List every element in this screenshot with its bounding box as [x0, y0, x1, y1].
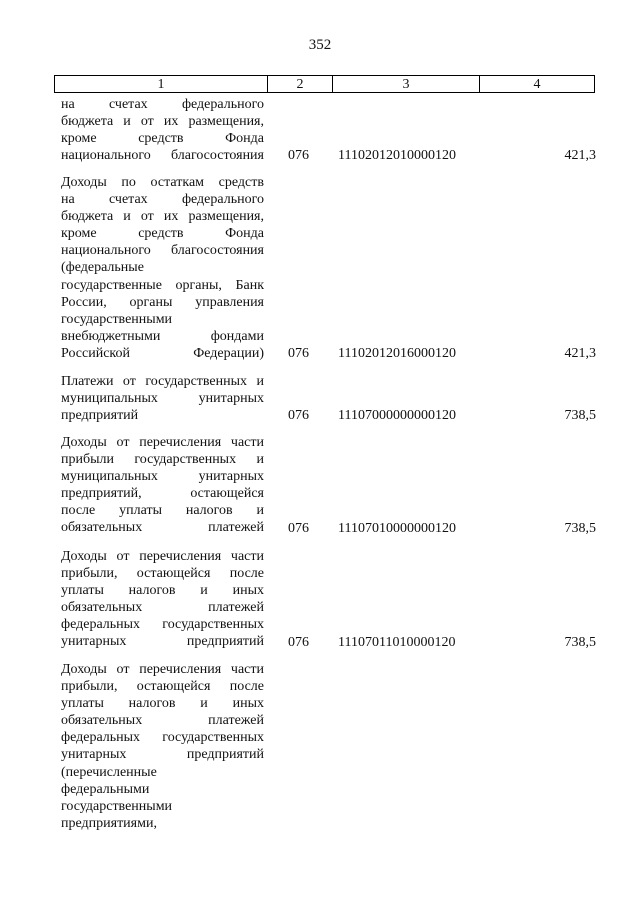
description-line: федеральных государственных	[61, 730, 264, 746]
description-line: кроме средств Фонда	[61, 131, 264, 147]
description-line: бюджета и от их размещения,	[61, 114, 264, 130]
description-line: Доходы от перечисления части	[61, 662, 264, 677]
row-admin-code: 076	[288, 520, 309, 536]
row-amount: 738,5	[564, 408, 596, 424]
description-line: уплаты налогов и иных	[61, 696, 264, 712]
row-description	[61, 548, 264, 651]
description-line: России, органы управления	[61, 294, 264, 310]
row-description	[61, 434, 264, 537]
description-line: предприятиями,	[61, 815, 157, 831]
description-line: унитарных предприятий	[61, 747, 264, 763]
row-admin-code: 076	[288, 346, 309, 361]
row-budget-code: 11107010000000120	[338, 520, 456, 536]
row-admin-code: 076	[288, 148, 309, 164]
row-budget-code: 11107011010000120	[338, 634, 456, 650]
description-line: после уплаты налогов и	[61, 503, 264, 519]
description-line: Доходы от перечисления части	[61, 549, 264, 564]
header-col-4: 4	[533, 77, 541, 92]
row-amount: 738,5	[564, 520, 596, 536]
description-line: (перечисленные	[61, 764, 157, 780]
page-number: 352	[308, 37, 332, 53]
description-line: бюджета и от их размещения,	[61, 209, 264, 225]
row-budget-code: 11107000000000120	[338, 408, 456, 424]
description-line: (федеральные	[61, 260, 144, 276]
description-line: прибыли, остающейся после	[61, 566, 264, 582]
row-budget-code: 11102012010000120	[338, 148, 456, 164]
description-line: обязательных платежей	[61, 713, 264, 729]
description-line: обязательных платежей	[61, 600, 264, 616]
description-line: национального благосостояния	[61, 243, 264, 259]
description-line: на счетах федерального	[61, 97, 264, 112]
table-header	[54, 75, 595, 93]
description-line: прибыли государственных и	[61, 452, 264, 468]
row-amount: 738,5	[564, 634, 596, 650]
description-line: государственные органы, Банк	[61, 277, 264, 293]
description-line: муниципальных унитарных	[61, 391, 264, 407]
description-line: муниципальных унитарных	[61, 469, 264, 485]
description-line: федеральными	[61, 781, 150, 797]
row-description	[61, 96, 264, 164]
description-line: уплаты налогов и иных	[61, 583, 264, 599]
header-col-2: 2	[296, 77, 304, 92]
row-description	[61, 661, 264, 832]
description-line: национального благосостояния	[61, 148, 264, 164]
description-line: внебюджетными фондами	[61, 328, 264, 344]
description-line: федеральных государственных	[61, 617, 264, 633]
row-description	[61, 174, 264, 362]
description-line: Платежи от государственных и	[61, 374, 264, 389]
row-amount: 421,3	[564, 346, 596, 361]
header-col-3: 3	[402, 77, 410, 92]
description-line: обязательных платежей	[61, 520, 264, 536]
description-line: предприятий	[61, 408, 139, 424]
row-budget-code: 11102012016000120	[338, 346, 456, 361]
row-admin-code: 076	[288, 408, 309, 424]
description-line: унитарных предприятий	[61, 634, 264, 650]
description-line: Доходы от перечисления части	[61, 435, 264, 450]
description-line: на счетах федерального	[61, 192, 264, 208]
header-col-1: 1	[157, 77, 165, 92]
row-description	[61, 373, 264, 424]
description-line: кроме средств Фонда	[61, 226, 264, 242]
description-line: прибыли, остающейся после	[61, 679, 264, 695]
description-line: государственными	[61, 311, 173, 327]
description-line: государственными	[61, 798, 173, 814]
description-line: предприятий, остающейся	[61, 486, 264, 502]
row-amount: 421,3	[564, 148, 596, 164]
row-admin-code: 076	[288, 634, 309, 650]
description-line: Доходы по остаткам средств	[61, 175, 264, 190]
description-line: Российской Федерации)	[61, 345, 264, 361]
